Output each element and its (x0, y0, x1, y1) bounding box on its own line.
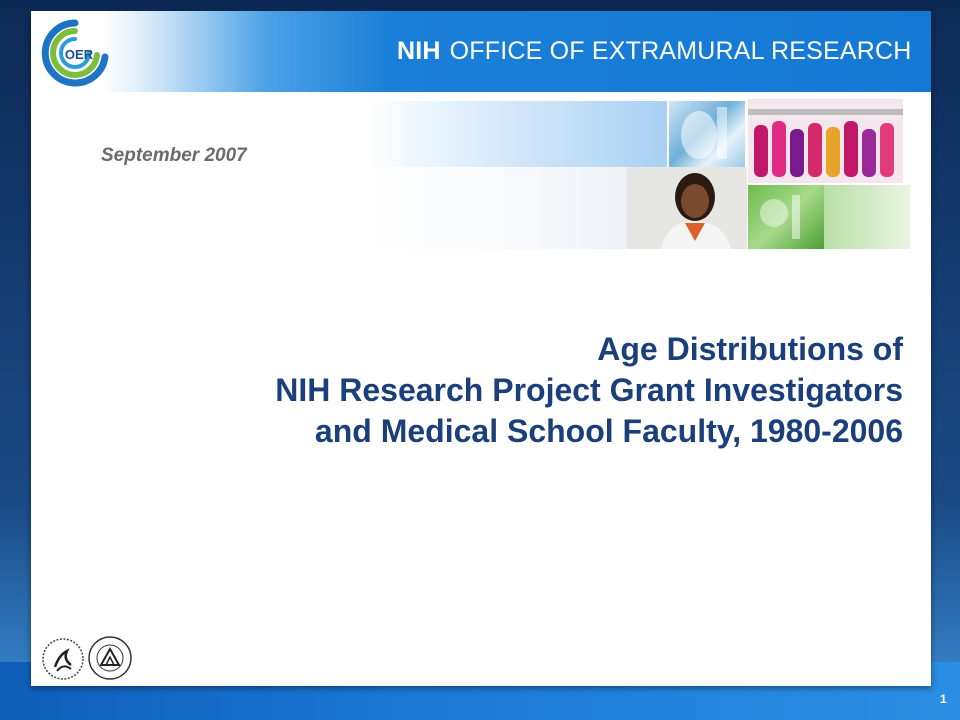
researcher-photo (627, 167, 747, 249)
slide-title (143, 329, 903, 452)
hhs-seal-icon (41, 637, 85, 681)
title-line-1: Age Distributions of (597, 331, 903, 367)
header-title (397, 37, 912, 66)
header-org-name: OFFICE OF EXTRAMURAL RESEARCH (449, 37, 912, 65)
presentation-date: September 2007 (101, 145, 247, 166)
light-green-panel (824, 185, 910, 249)
slide (31, 11, 931, 686)
page-number: 1 (940, 692, 947, 706)
green-lab-image (748, 185, 824, 249)
lab-glassware-image (669, 101, 745, 167)
oer-logo (39, 17, 111, 89)
test-tubes-image (748, 99, 903, 183)
nih-seal-icon (87, 635, 133, 681)
header-org-strong: NIH (397, 37, 441, 65)
title-line-2: NIH Research Project Grant Investigators (275, 372, 903, 408)
title-line-3: and Medical School Faculty, 1980-2006 (314, 413, 903, 449)
banner-strip-lower (367, 167, 667, 249)
banner-strip (367, 101, 667, 167)
oer-logo-text: OER (64, 47, 94, 62)
